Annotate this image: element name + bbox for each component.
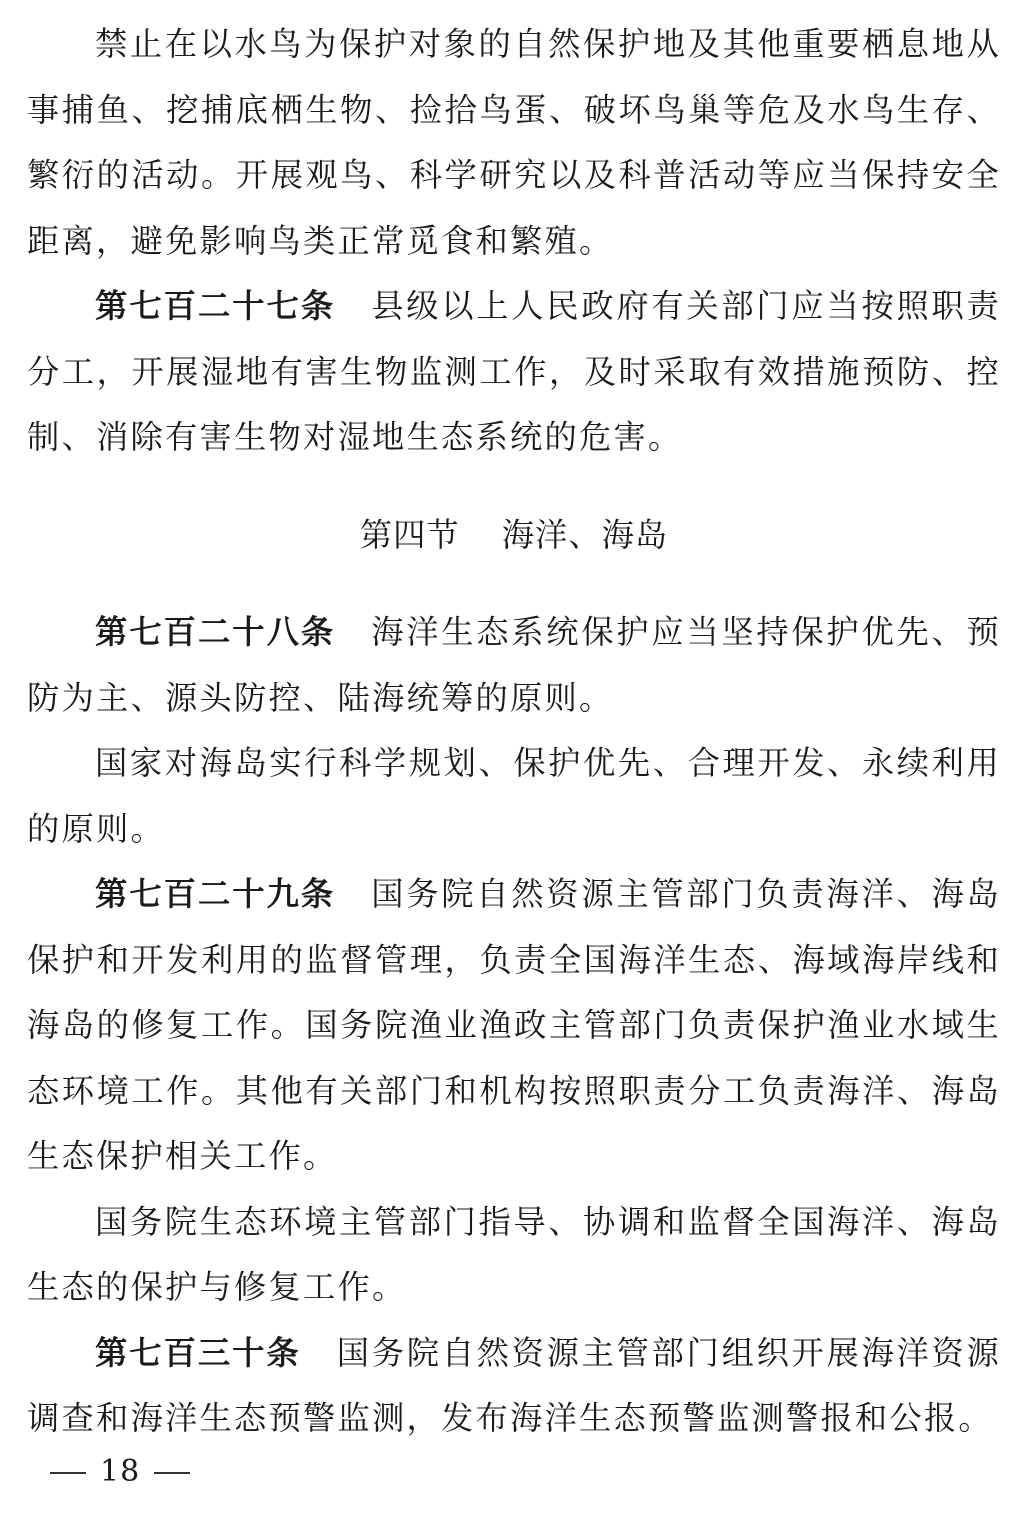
paragraph-eco-env-guidance [27, 1190, 1001, 1321]
article-number: 第七百三十条 [95, 1333, 301, 1372]
article-number: 第七百二十九条 [95, 875, 336, 913]
section-title: 海洋、海岛 [501, 515, 669, 554]
paragraph-text: 国家对海岛实行科学规划、保护优先、合理开发、永续利用的原则。 [27, 744, 1001, 848]
article-727 [27, 274, 1001, 471]
article-729 [27, 862, 1001, 1190]
article-number: 第七百二十七条 [95, 287, 336, 325]
top-spacing [27, 0, 1001, 12]
section-heading [27, 503, 1001, 569]
document-body [27, 0, 1001, 1452]
article-number: 第七百二十八条 [95, 613, 336, 651]
article-text: 县级以上人民政府有关部门应当按照职责分工，开展湿地有害生物监测工作，及时采取有效措施预防、控制、消除有害生物对湿地生态系统的危害。 [27, 287, 1001, 456]
paragraph-birds-protection [27, 12, 1001, 274]
page-number: 18 [100, 1454, 141, 1489]
footer-dash-right [154, 1472, 190, 1474]
article-730 [27, 1321, 1001, 1452]
article-text: 海洋生态系统保护应当坚持保护优先、预防为主、源头防控、陆海统筹的原则。 [27, 613, 1001, 717]
article-728 [27, 600, 1001, 731]
paragraph-text: 禁止在以水鸟为保护对象的自然保护地及其他重要栖息地从事捕鱼、挖捕底栖生物、捡拾鸟蛋、破坏鸟巢等危及水鸟生存、繁衍的活动。开展观鸟、科学研究以及科普活动等应当保持安全距离，避免影响鸟类正常觅食和繁殖。 [27, 25, 1001, 260]
paragraph-text: 国务院生态环境主管部门指导、协调和监督全国海洋、海岛生态的保护与修复工作。 [27, 1202, 1001, 1306]
paragraph-island-principles [27, 731, 1001, 862]
article-text: 国务院自然资源主管部门组织开展海洋资源调查和海洋生态预警监测，发布海洋生态预警监测警报和公报。 [27, 1333, 1001, 1437]
footer-dash-left [50, 1472, 86, 1474]
section-number: 第四节 [359, 515, 460, 554]
article-text: 国务院自然资源主管部门负责海洋、海岛保护和开发利用的监督管理，负责全国海洋生态、海域海岸线和海岛的修复工作。国务院渔业渔政主管部门负责保护渔业水域生态环境工作。其他有关部门和机构按照职责分工负责海洋、海岛生态保护相关工作。 [27, 875, 1001, 1175]
page-footer [36, 1452, 204, 1492]
